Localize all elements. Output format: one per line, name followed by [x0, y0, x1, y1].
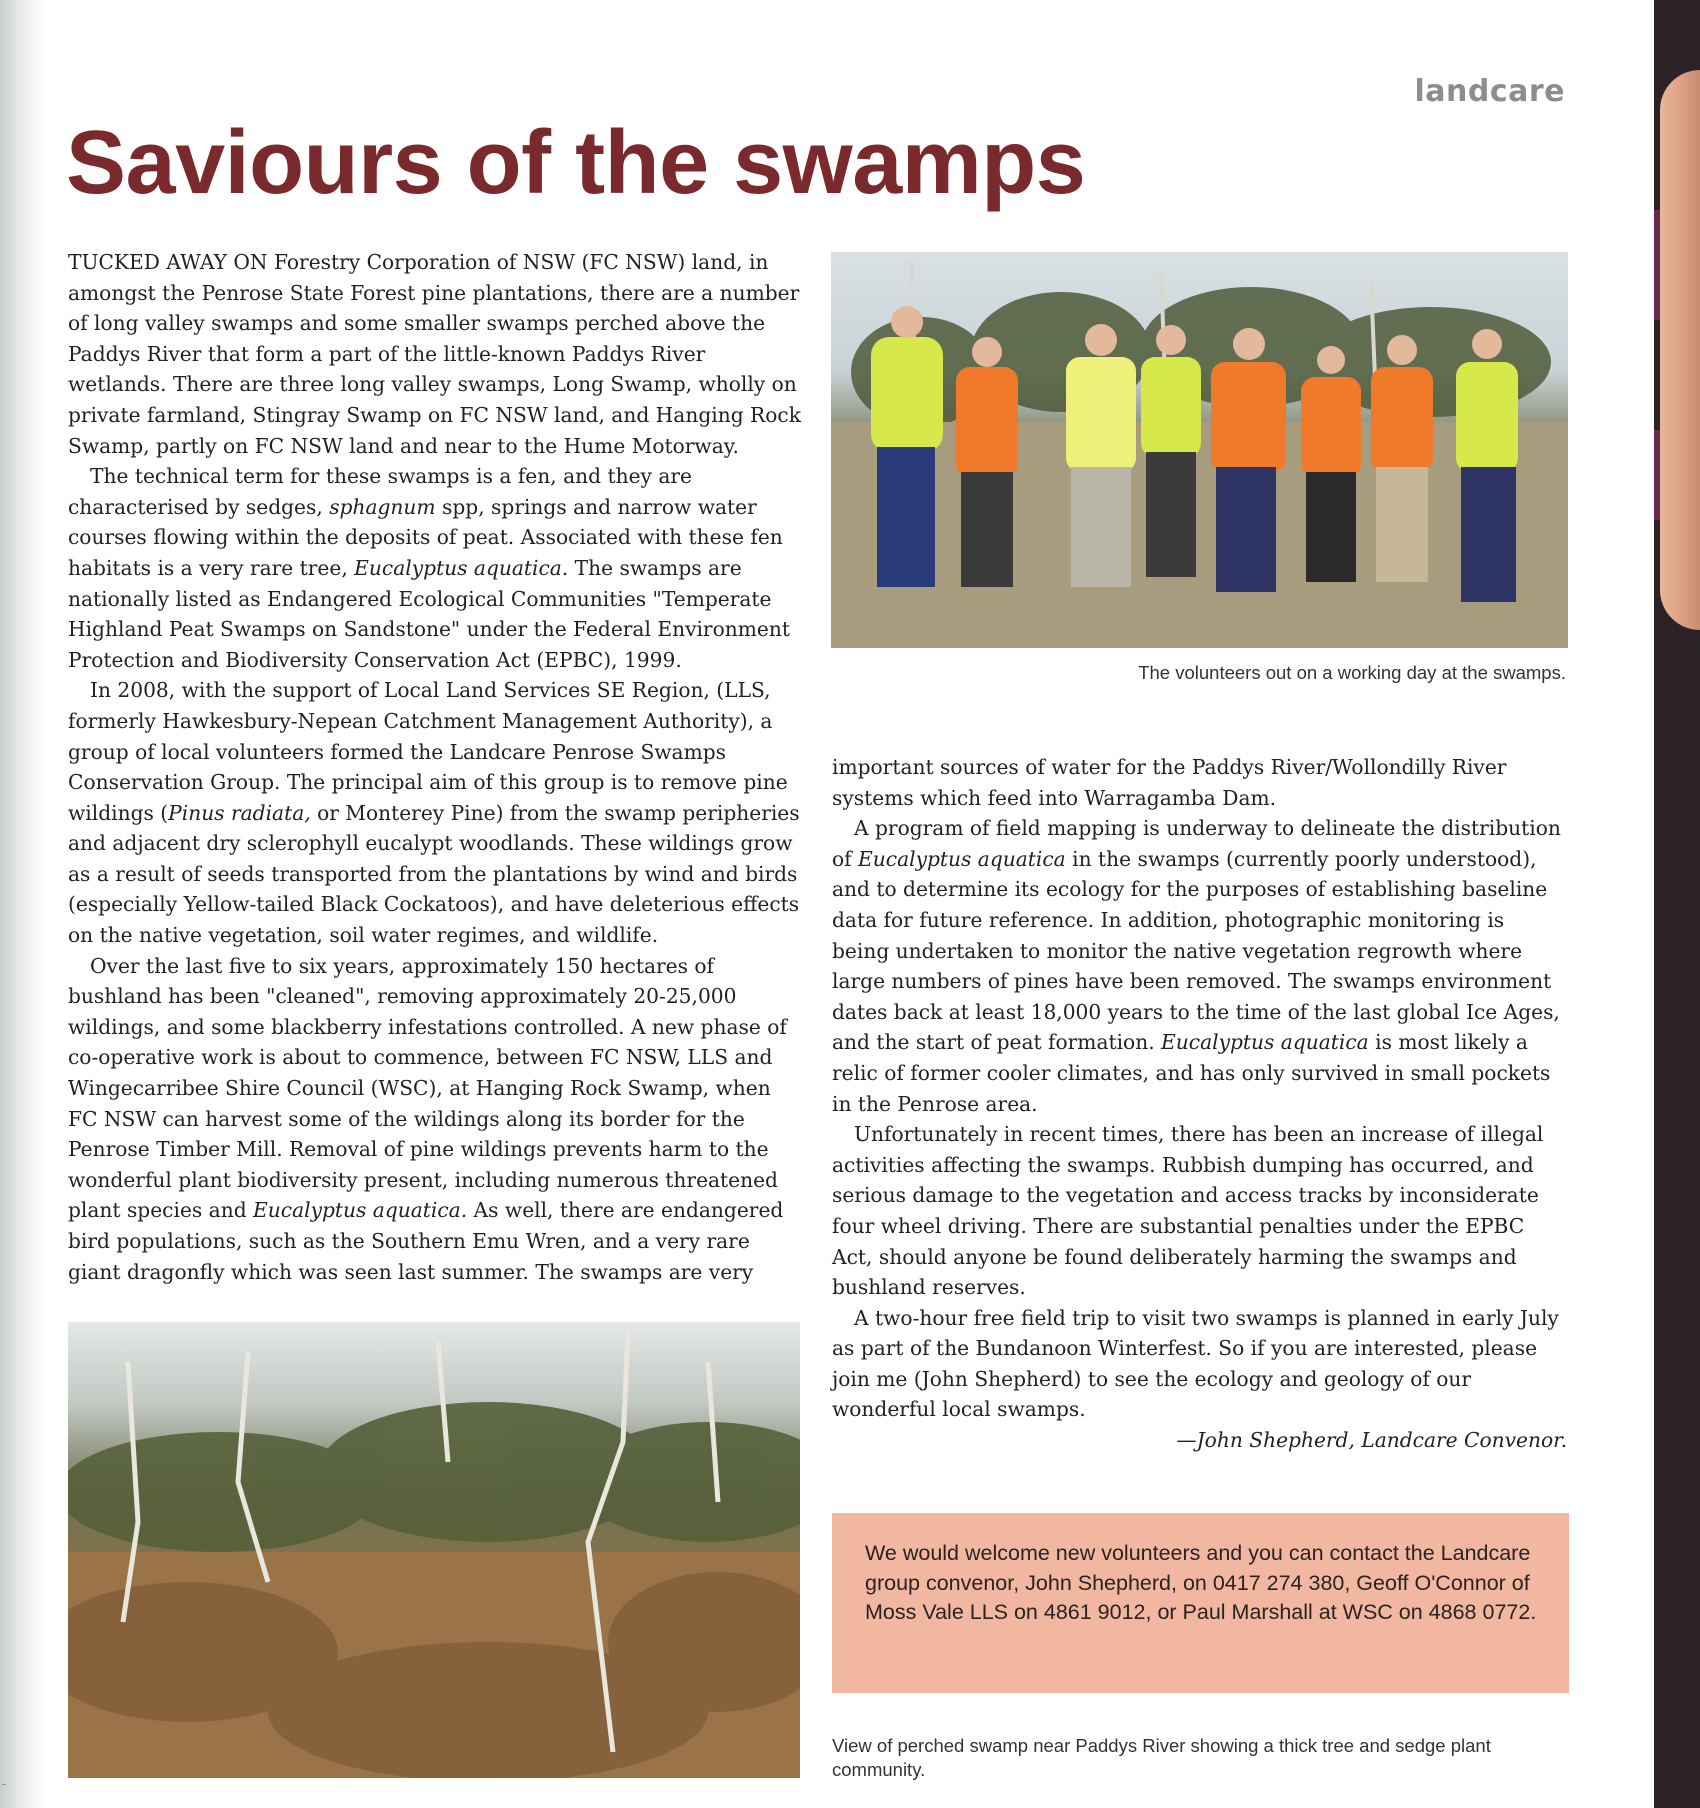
paragraph-text: is most likely a relic of former cooler climates, and has only survived in small pockets in the Penrose area.	[832, 1030, 1551, 1116]
paragraph-text: Unfortunately in recent times, there has been an increase of illegal activities affecting the swamps. Rubbish dumping has occurred, and serious damage to the vegetation and access tracks by inconsiderate four wheel driving. There are substantial penalties under the EPBC Act, should anyone be found deliberately harming the swamps and bushland reserves.	[832, 1122, 1544, 1300]
swamp-photo	[68, 1322, 800, 1778]
species-name: sphagnum	[329, 494, 436, 519]
scan-artifact: -	[2, 1777, 7, 1791]
swamp-photo-caption: View of perched swamp near Paddys River showing a thick tree and sedge plant community.	[832, 1735, 1491, 1780]
paragraph-text: The technical term for these swamps is a fen, and they are characterised by sedges,	[68, 464, 692, 519]
paragraph-text: As well, there are endangered bird populations, such as the Southern Emu Wren, and a very rare giant dragonfly which was seen last summer. The swamps are very	[68, 1198, 784, 1284]
article-paragraph	[832, 752, 1567, 813]
section-label: landcare	[1414, 74, 1565, 109]
article-paragraph	[68, 461, 804, 675]
page-title: Saviours of the swamps	[66, 113, 1086, 213]
paragraph-text: A program of field mapping is underway to delineate the distribution of	[832, 816, 1561, 871]
paragraph-text: spp, springs and narrow water courses flowing within the deposits of peat. Associated with these fen habitats is a very rare tree,	[68, 494, 783, 580]
paragraph-text: Over the last five to six years, approximately 150 hectares of bushland has been "cleaned", removing approximately 20-25,000 wildings, and some blackberry infestations controlled. A new phase of co-operative work is about to commence, between FC NSW, LLS and Wingecarribee Shire Council (WSC), at Hanging Rock Swamp, when FC NSW can harvest some of the wildings along its border for the Penrose Timber Mill. Removal of pine wildings prevents harm to the wonderful plant biodiversity present, including numerous threatened plant species and	[68, 953, 787, 1223]
swamp-photo-illustration	[68, 1322, 800, 1778]
paragraph-text: in the swamps (currently poorly understood), and to determine its ecology for the purposes of establishing baseline data for future reference. In addition, photographic monitoring is being undertaken to monitor the native vegetation regrowth where large numbers of pines have been removed. The swamps environment dates back at least 18,000 years to the time of the last global Ice Ages, and the start of peat formation.	[832, 846, 1560, 1055]
volunteers-photo	[831, 252, 1568, 648]
paragraph-text: In 2008, with the support of Local Land Services SE Region, (LLS, formerly Hawkesbury-Nepean Catchment Management Authority), a group of local volunteers formed the Landcare Penrose Swamps Conservation Group. The principal aim of this group is to remove pine wildings (	[68, 678, 788, 825]
species-name: Eucalyptus aquatica.	[253, 1198, 468, 1223]
volunteers-photo-illustration	[831, 252, 1568, 648]
volunteers-photo-caption: The volunteers out on a working day at the swamps.	[1138, 662, 1566, 683]
paragraph-text: A two-hour free field trip to visit two swamps is planned in early July as part of the Bundanoon Winterfest. So if you are interested, please join me (John Shepherd) to see the ecology and geology of our wonderful local swamps.	[832, 1305, 1559, 1422]
article-paragraph	[832, 1303, 1567, 1425]
article-left-column	[68, 247, 804, 1287]
paragraph-text: important sources of water for the Paddys River/Wollondilly River systems which feed into Warragamba Dam.	[832, 755, 1507, 810]
article-paragraph	[68, 247, 804, 461]
article-paragraph	[68, 951, 804, 1288]
author-signature: —John Shepherd, Landcare Convenor.	[1176, 1428, 1567, 1453]
species-name: Eucalyptus aquatica	[858, 846, 1066, 871]
article-paragraph	[832, 813, 1567, 1119]
paragraph-text: The swamps are nationally listed as Endangered Ecological Communities "Temperate Highland Peat Swamps on Sandstone" under the Federal Environment Protection and Biodiversity Conservation Act (EPBC), 1999.	[68, 555, 790, 672]
finger-holding-page	[1660, 70, 1700, 630]
species-name: Eucalyptus aquatica	[1161, 1030, 1369, 1055]
species-name: Pinus radiata,	[168, 800, 311, 825]
species-name: Eucalyptus aquatica.	[354, 555, 569, 580]
paragraph-text: TUCKED AWAY ON Forestry Corporation of NSW (FC NSW) land, in amongst the Penrose State Forest pine plantations, there are a number of long valley swamps and some smaller swamps perched above the Paddys River that form a part of the little-known Paddys River wetlands. There are three long valley swamps, Long Swamp, wholly on private farmland, Stingray Swamp on FC NSW land, and Hanging Rock Swamp, partly on FC NSW land and near to the Hume Motorway.	[68, 250, 801, 458]
page-gutter-shadow	[0, 0, 46, 1808]
article-paragraph	[68, 675, 804, 950]
contact-callout: We would welcome new volunteers and you can contact the Landcare group convenor, John Shepherd, on 0417 274 380, Geoff O'Connor of Moss Vale LLS on 4861 9012, or Paul Marshall at WSC on 4868 0772.	[832, 1513, 1569, 1693]
paragraph-text: or Monterey Pine) from the swamp peripheries and adjacent dry sclerophyll eucalypt woodlands. These wildings grow as a result of seeds transported from the plantations by wind and birds (especially Yellow-tailed Black Cockatoos), and have deleterious effects on the native vegetation, soil water regimes, and wildlife.	[68, 800, 800, 948]
article-right-column	[832, 752, 1567, 1456]
article-paragraph	[832, 1119, 1567, 1303]
